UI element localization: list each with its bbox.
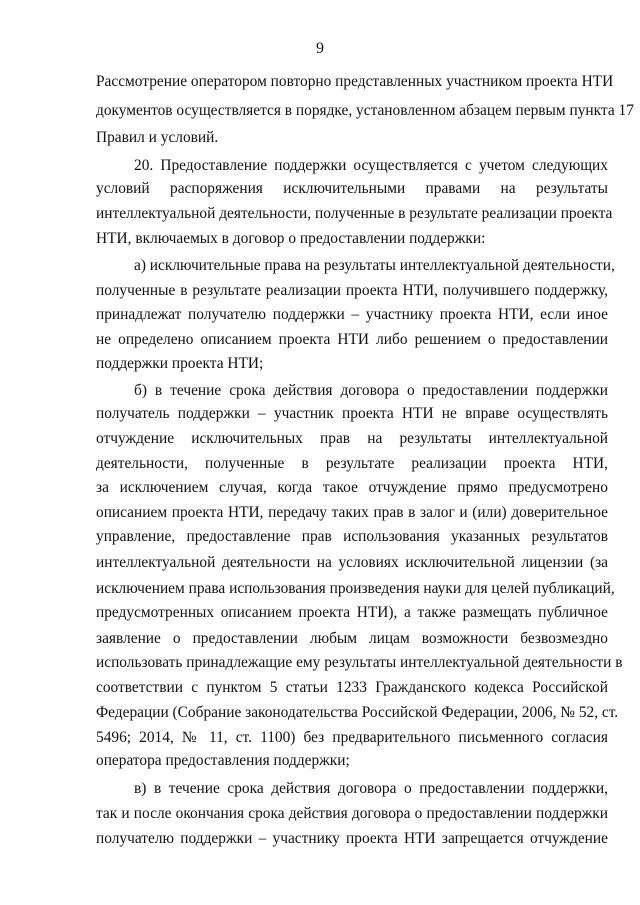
paragraph-20-line: 20. Предоставление поддержки осуществляется с учетом следующих [134, 157, 608, 174]
text-line: управление, предоставление прав использования указанных результатов [96, 528, 608, 545]
text-line: получателю поддержки – участнику проекта НТИ запрещается отчуждение [96, 830, 608, 847]
text-line: предусмотренных описанием проекта НТИ), а также размещать публичное [96, 604, 608, 621]
text-line: документов осуществляется в порядке, установленном абзацем первым пункта 17 [96, 102, 634, 119]
text-line: Федерации (Собрание законодательства Российской Федерации, 2006, № 52, ст. [96, 704, 619, 721]
subparagraph-a-line: а) исключительные права на результаты интеллектуальной деятельности, [134, 257, 615, 274]
text-line: соответствии с пунктом 5 статьи 1233 Гражданского кодекса Российской [96, 679, 608, 696]
page-number: 9 [316, 40, 324, 57]
subparagraph-v-line: в) в течение срока действия договора о предоставлении поддержки, [134, 780, 608, 797]
text-line: Рассмотрение оператором повторно представленных участником проекта НТИ [96, 73, 614, 90]
text-line: интеллектуальной деятельности на условиях исключительной лицензии (за [96, 554, 608, 571]
text-line: получатель поддержки – участник проекта НТИ не вправе осуществлять [96, 405, 608, 422]
text-line: поддержки проекта НТИ; [96, 355, 264, 372]
text-line: оператора предоставления поддержки; [96, 752, 350, 769]
text-line: принадлежат получателю поддержки – участнику проекта НТИ, если иное [96, 306, 608, 323]
text-line: заявление о предоставлении любым лицам возможности безвозмездно [96, 630, 608, 647]
text-line: условий распоряжения исключительными правами на результаты [96, 180, 608, 197]
text-line: НТИ, включаемых в договор о предоставлении поддержки: [96, 230, 486, 247]
text-line: деятельности, полученные в результате реализации проекта НТИ, [96, 455, 608, 472]
text-line: полученные в результате реализации проекта НТИ, получившего поддержку, [96, 282, 608, 299]
text-line: за исключением случая, когда такое отчуждение прямо предусмотрено [96, 479, 608, 496]
text-line: так и после окончания срока действия договора о предоставлении поддержки [96, 805, 608, 822]
text-line: 5496; 2014, № 11, ст. 1100) без предварительного письменного согласия [96, 729, 608, 746]
text-line: использовать принадлежащие ему результаты интеллектуальной деятельности в [96, 654, 623, 671]
text-line: исключением права использования произведения науки для целей публикаций, [96, 580, 615, 597]
text-line: отчуждение исключительных прав на результаты интеллектуальной [96, 430, 608, 447]
text-line: интеллектуальной деятельности, полученные в результате реализации проекта [96, 205, 613, 222]
text-line: не определено описанием проекта НТИ либо решением о предоставлении [96, 331, 608, 348]
text-line: описанием проекта НТИ, передачу таких прав в залог и (или) доверительное [96, 504, 608, 521]
text-line: Правил и условий. [96, 129, 219, 146]
subparagraph-b-line: б) в течение срока действия договора о предоставлении поддержки [134, 382, 608, 399]
